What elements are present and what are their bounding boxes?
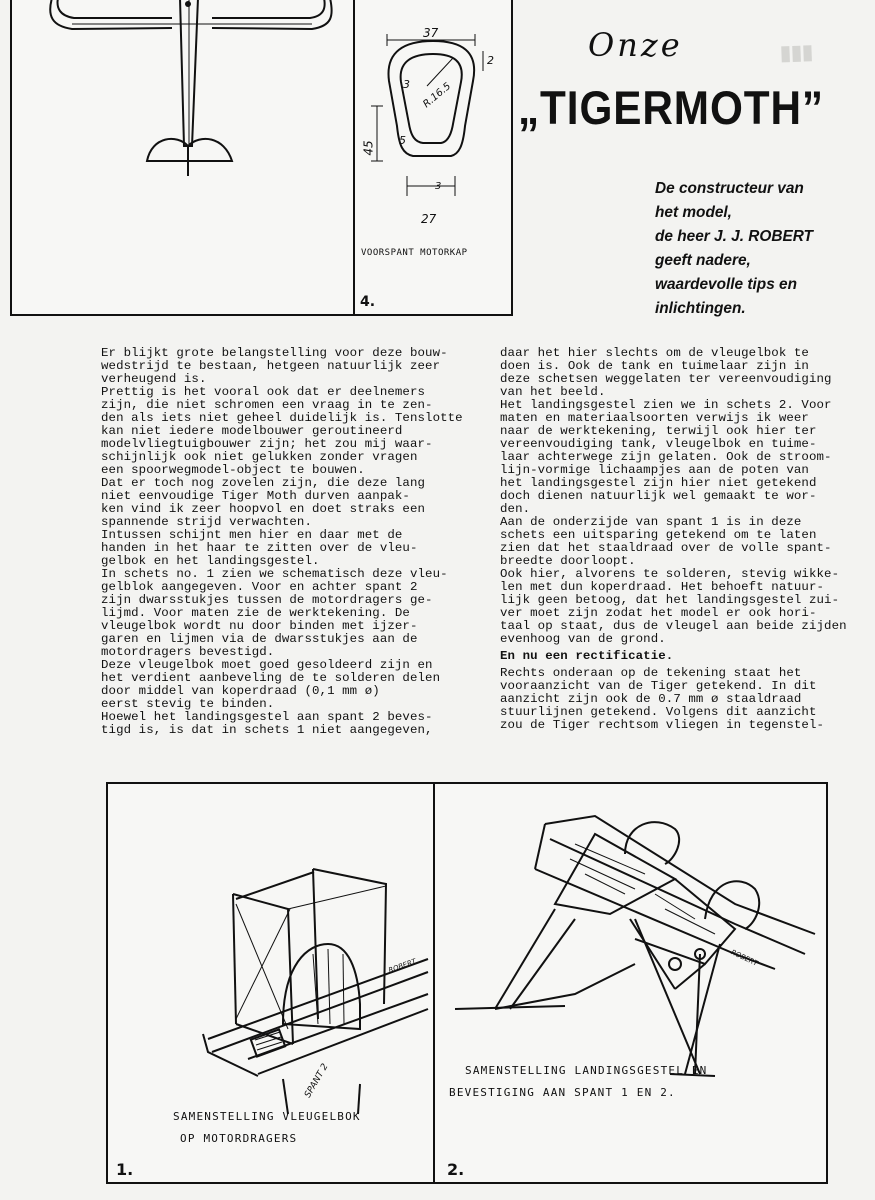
text-line: door middel van koperdraad (0,1 mm ø) xyxy=(101,684,380,698)
text-line: Prettig is het vooral ook dat er deelnemers xyxy=(101,385,426,399)
dim-top: 37 xyxy=(423,26,439,40)
text-line: aanzicht zijn ook de 0.7 mm ø staaldraad xyxy=(500,692,802,706)
airplane-plan-drawing xyxy=(12,0,357,316)
text-line: het landingsgestel zijn hier niet getekend xyxy=(500,476,817,490)
text-line: stuurlijnen getekend. Volgens dit aanzicht xyxy=(500,705,817,719)
figure-number: 2. xyxy=(447,1160,465,1179)
article-right-column xyxy=(500,347,847,732)
label-robert: ROBERT xyxy=(729,948,760,968)
text-line: handen in het haar te zitten over de vleu- xyxy=(101,541,418,555)
text-line: spannende strijd verwachten. xyxy=(101,515,312,529)
text-line: vereenvoudiging tank, vleugelbok en tuime- xyxy=(500,437,817,451)
intro-line: het model, xyxy=(655,204,732,222)
figure-number: 1. xyxy=(116,1160,134,1179)
text-line: lijmd. Voor maten zie de werktekening. De xyxy=(101,606,410,620)
figure-vleugelbok xyxy=(106,782,435,1184)
text-line: schets een uitsparing getekend om te laten xyxy=(500,528,817,542)
text-line: een spoorwegmodel-object te bouwen. xyxy=(101,463,365,477)
dim-thick: 3 xyxy=(403,78,410,91)
dim-wall: 5 xyxy=(399,134,406,147)
text-line: Het landingsgestel zien we in schets 2. Voor xyxy=(500,398,832,412)
text-line: lijn-vormige lichaampjes aan de poten van xyxy=(500,463,809,477)
text-line: taal op staat, dus de vleugel aan beide zijden xyxy=(500,619,847,633)
text-line: zijn dwarsstukjes tussen de motordragers ge- xyxy=(101,593,433,607)
text-line: Deze vleugelbok moet goed gesoldeerd zijn en xyxy=(101,658,433,672)
figure-caption-line2: BEVESTIGING AAN SPANT 1 EN 2. xyxy=(449,1086,676,1099)
text-line: Dat er toch nog zovelen zijn, die deze lang xyxy=(101,476,426,490)
text-line: len met dun koperdraad. Het behoeft natuur- xyxy=(500,580,825,594)
text-line: lijk geen betoog, dat het landingsgestel zui- xyxy=(500,593,840,607)
dim-right: 2 xyxy=(487,54,494,67)
intro-line: de heer J. J. ROBERT xyxy=(655,228,813,246)
text-line: In schets no. 1 zien we schematisch deze vleu- xyxy=(101,567,448,581)
figure-number: 4. xyxy=(360,294,376,310)
text-line: gelblok aangegeven. Voor en achter spant 2 xyxy=(101,580,418,594)
text-line: maten en materiaalsoorten verwijs ik weer xyxy=(500,411,809,425)
text-line: Intussen schijnt men hier en daar met de xyxy=(101,528,403,542)
article-left-column xyxy=(101,347,463,737)
figure-motorkap xyxy=(355,0,513,316)
vleugelbok-drawing xyxy=(108,784,433,1144)
text-line: zijn, die niet schromen een vraag in te zen- xyxy=(101,398,433,412)
text-line: Rechts onderaan op de tekening staat het xyxy=(500,666,802,680)
text-line: eerst stevig te binden. xyxy=(101,697,275,711)
text-line: zien dat het staaldraad over de volle spant- xyxy=(500,541,832,555)
dim-bottom: 27 xyxy=(421,212,437,226)
text-line: den als iets niet geheel duidelijk is. Tenslotte xyxy=(101,411,463,425)
text-line: wedstrijd te bestaan, hetgeen natuurlijk zeer xyxy=(101,359,441,373)
intro-line: waardevolle tips en xyxy=(655,276,797,294)
text-line: schijnlijk ook niet gelukken zonder vragen xyxy=(101,450,418,464)
figure-caption-line2: OP MOTORDRAGERS xyxy=(180,1132,298,1145)
text-line: Hoewel het landingsgestel aan spant 2 beves- xyxy=(101,710,433,724)
text-line: Er blijkt grote belangstelling voor deze bouw- xyxy=(101,346,448,360)
text-line: doch dienen natuurlijk wel gemaakt te wor- xyxy=(500,489,817,503)
intro-line: inlichtingen. xyxy=(655,300,746,318)
text-line: evenhoog van de grond. xyxy=(500,632,666,646)
text-line: modelvliegtuigbouwer zijn; het zou mij waar- xyxy=(101,437,433,451)
text-line: Aan de onderzijde van spant 1 is in deze xyxy=(500,515,802,529)
text-line: breedte doorloopt. xyxy=(500,554,636,568)
text-line: Ook hier, alvorens te solderen, stevig wikke- xyxy=(500,567,840,581)
dim-height: 45 xyxy=(361,140,376,156)
text-line: vleugelbok wordt nu door binden met ijzer- xyxy=(101,619,418,633)
text-line: den. xyxy=(500,502,531,516)
text-line: kan niet iedere modelbouwer geroutineerd xyxy=(101,424,403,438)
intro-block xyxy=(655,177,813,322)
text-line: laar achterwege zijn gelaten. Ook de stroom- xyxy=(500,450,832,464)
text-line: van het beeld. xyxy=(500,385,606,399)
text-line: naar de werktekening, terwijl ook hier ter xyxy=(500,424,817,438)
text-line: niet eenvoudige Tiger Moth durven aanpak- xyxy=(101,489,410,503)
text-line: motordragers bevestigd. xyxy=(101,645,275,659)
figure-airplane-plan xyxy=(10,0,355,316)
text-line: ver moet zijn zodat het model er ook hori- xyxy=(500,606,817,620)
text-line: deze schetsen weggelaten ter vereenvoudiging xyxy=(500,372,832,386)
intro-line: geeft nadere, xyxy=(655,252,751,270)
figure-caption-line1: SAMENSTELLING LANDINGSGESTEL EN xyxy=(465,1064,708,1077)
label-spant: SPANT 2 xyxy=(303,1062,331,1100)
title-small: Onze xyxy=(588,26,683,64)
label-robert: ROBERT xyxy=(387,957,418,975)
dim-bottom-inner: 3 xyxy=(435,181,442,192)
text-line: doen is. Ook de tank en tuimelaar zijn in xyxy=(500,359,809,373)
text-line: zou de Tiger rechtsom vliegen in tegenstel- xyxy=(500,718,825,732)
figure-caption-line1: SAMENSTELLING VLEUGELBOK xyxy=(173,1110,361,1123)
text-line: ken vind ik zeer hoopvol en doet straks een xyxy=(101,502,426,516)
figure-landingsgestel xyxy=(433,782,828,1184)
showthrough-ghost-1: ▮▮▮ xyxy=(779,41,814,65)
intro-line: De constructeur van xyxy=(655,180,804,197)
text-line: vooraanzicht van de Tiger getekend. In dit xyxy=(500,679,817,693)
page-title: „TIGERMOTH” xyxy=(518,81,824,134)
text-line: garen en lijmen via de dwarsstukjes aan de xyxy=(101,632,418,646)
text-line: gelbok en het landingsgestel. xyxy=(101,554,320,568)
dim-radius: R.16.5 xyxy=(421,80,454,111)
text-line: het verdient aanbeveling de te solderen delen xyxy=(101,671,441,685)
text-line: verheugend is. xyxy=(101,372,207,386)
landingsgestel-drawing xyxy=(435,784,826,1084)
section-heading: En nu een rectificatie. xyxy=(500,649,674,663)
text-line: tigd is, is dat in schets 1 niet aangegeven, xyxy=(101,723,433,737)
text-line: daar het hier slechts om de vleugelbok te xyxy=(500,346,809,360)
motorkap-caption: VOORSPANT MOTORKAP xyxy=(361,248,468,258)
